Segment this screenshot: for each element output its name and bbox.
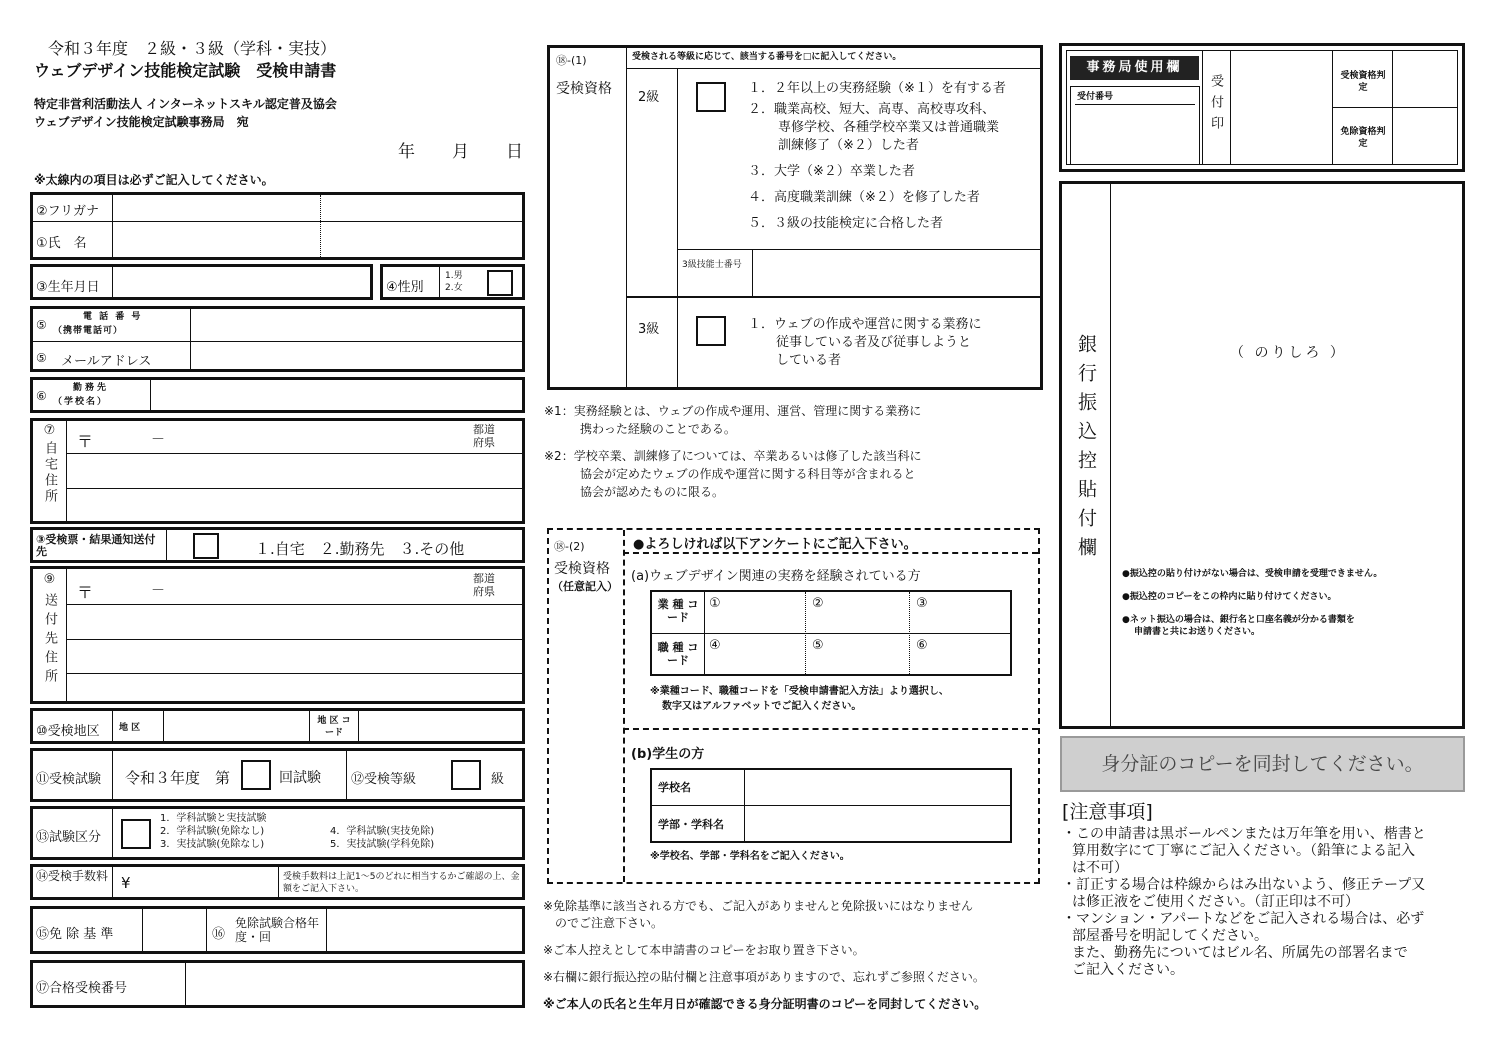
- bank-label: 銀行振込控貼付欄: [1075, 334, 1097, 566]
- school-table: [650, 768, 1012, 843]
- name-label: ①氏 名: [36, 236, 87, 251]
- exempt-label: ⑮免 除 基 準: [36, 927, 114, 942]
- survey-a-title: (a)ウェブデザイン関連の実務を経験されている方: [631, 569, 921, 584]
- grade2-item-4: ４．高度職業訓練（※２）を修了した者: [748, 190, 980, 205]
- fee-input[interactable]: [139, 867, 275, 897]
- qual-note2: [544, 447, 921, 501]
- id-copy-banner: 身分証のコピーを同封してください。: [1060, 736, 1465, 792]
- job-code-2[interactable]: ⑤: [812, 638, 824, 653]
- grade-input[interactable]: [451, 760, 481, 790]
- send-pref-top: 都道: [473, 572, 495, 585]
- phone-label: 電 話 番 号: [83, 312, 143, 322]
- caution-item-3c: また、勤務先についてはビル名、所属先の部署名まで: [1072, 945, 1408, 961]
- qual-num: ⑱-(1): [556, 54, 587, 67]
- pass-block: [30, 960, 525, 1008]
- grade3-item-1: １．ウェブの作成や運営に関する業務に: [748, 317, 982, 332]
- bank-block: [1059, 181, 1465, 729]
- bank-notes: [1122, 568, 1382, 638]
- grade2-item-5: ５．３級の技能検定に合格した者: [748, 216, 944, 231]
- exempt-block: [30, 906, 525, 954]
- exempt-judge-input[interactable]: [1395, 109, 1455, 163]
- work-label: 勤務先: [73, 383, 110, 393]
- qual-note1-line1: ※1：実務経験とは、ウェブの作成や運用、運営、管理に関する業務に: [544, 404, 922, 418]
- fee-yen: ¥: [121, 874, 131, 892]
- exam-label: ⑪受検試験: [36, 772, 102, 787]
- notice-label: ③受検票・結果通知送付先: [36, 533, 156, 558]
- exempt-judge-label: 免除資格判定: [1340, 127, 1386, 149]
- qual-note2-line1: ※2：学校卒業、訓練修了については、卒業あるいは修了した該当科に: [544, 449, 922, 463]
- qual-note1-line2: 携わった経験のことである。: [580, 422, 736, 436]
- work-input[interactable]: [153, 380, 523, 410]
- email-input[interactable]: [193, 343, 523, 371]
- exempt-year-label: 免除試験合格年度・回: [235, 916, 320, 944]
- exempt-year-num: ⑯: [212, 927, 226, 942]
- furigana-input[interactable]: [115, 195, 515, 220]
- required-note: ※太線内の項目は必ずご記入してください。: [34, 173, 274, 187]
- phone-sub: （携帯電話可）: [53, 326, 124, 336]
- category-label: ⑬試験区分: [36, 830, 102, 845]
- school-input[interactable]: [747, 770, 1009, 803]
- gender-block: [380, 264, 525, 300]
- date-year: 年: [398, 142, 415, 162]
- qual-instruction: 受検される等級に応じて、該当する番号を□に記入してください。: [632, 52, 902, 62]
- bank-note-2: ●振込控のコピーをこの枠内に貼り付けてください。: [1122, 592, 1337, 602]
- qual-note1: [544, 402, 921, 438]
- survey-title: ●よろしければ以下アンケートにご記入下さい。: [633, 537, 917, 552]
- caution-list: [1062, 826, 1460, 979]
- industry-label: 業 種 コード: [657, 598, 699, 624]
- grade3-items: [748, 316, 981, 370]
- caution-item-3: ・マンション・アパートなどをご記入される場合は、必ず: [1062, 911, 1425, 927]
- grade2-checkbox[interactable]: [696, 82, 726, 112]
- exam-suffix: 回試験: [279, 770, 321, 786]
- send-pref-bottom: 府県: [473, 585, 495, 598]
- category-block: [30, 806, 525, 860]
- school-label: 学校名: [658, 781, 691, 794]
- exam-block: [30, 748, 525, 802]
- grade3-label: 3級: [638, 322, 660, 337]
- caution-item-1: ・この申請書は黒ボールペンまたは万年筆を用い、楷書と: [1062, 826, 1426, 842]
- qual-note2-line2: 協会が定めたウェブの作成や運営に関する科目等が含まれると: [580, 467, 916, 481]
- code-note-line2: 数字又はアルファベットでご記入ください。: [662, 701, 862, 712]
- caution-item-3d: ご記入ください。: [1072, 962, 1184, 978]
- qual-judge-input[interactable]: [1395, 52, 1455, 105]
- caution-title: [注意事項]: [1062, 801, 1153, 823]
- job-label: 職 種 コード: [657, 641, 699, 667]
- survey-sub: （任意記入）: [552, 580, 618, 593]
- grade2-item-3: ３．大学（※２）卒業した者: [748, 164, 915, 179]
- stamp-label: 受付印: [1208, 74, 1223, 137]
- home-label: ⑦自宅住所: [42, 423, 57, 505]
- footnote-2: ※ご本人控えとして本申請書のコピーをお取り置き下さい。: [543, 943, 865, 957]
- phone-num: ⑤: [36, 318, 47, 332]
- grade3-checkbox[interactable]: [696, 316, 726, 346]
- category-option-4: 4．学科試験(実技免除): [330, 826, 435, 837]
- bank-note-3: ●ネット振込の場合は、銀行名と口座名義が分かる書類を: [1122, 615, 1355, 625]
- footnote-1b: のでご注意下さい。: [555, 916, 664, 930]
- org-name: 特定非営利活動法人 インターネットスキル認定普及協会: [34, 97, 337, 111]
- phone-input[interactable]: [193, 309, 523, 339]
- year-line: 令和３年度 ２級・３級（学科・実技）: [48, 39, 337, 58]
- bank-paste-label: （ のりしろ ）: [1230, 345, 1347, 361]
- code-note: [650, 684, 949, 714]
- category-options-right: [330, 825, 434, 851]
- grade-label: ⑫受検等級: [351, 772, 417, 787]
- grade3-no-label: 3級技能士番号: [682, 260, 742, 270]
- contact-block: [30, 306, 525, 372]
- bank-paste-area[interactable]: [1113, 184, 1463, 564]
- grade2-item-1: １．２年以上の実務経験（※１）を有する者: [748, 81, 1006, 96]
- industry-code-1[interactable]: ①: [709, 596, 721, 611]
- exempt-year-input[interactable]: [329, 909, 521, 951]
- grade2-label: 2級: [638, 90, 660, 105]
- exam-round-input[interactable]: [241, 760, 271, 790]
- work-block: [30, 377, 525, 413]
- footnote-4: ※ご本人の氏名と生年月日が確認できる身分証明書のコピーを同封してください。: [543, 997, 987, 1011]
- school-note: ※学校名、学部・学科名をご記入ください。: [650, 851, 850, 862]
- exam-text: 令和３年度 第: [125, 769, 231, 787]
- home-address-line2[interactable]: [69, 490, 524, 521]
- name-input[interactable]: [115, 223, 515, 257]
- notice-checkbox[interactable]: [193, 533, 219, 559]
- grade3-item-1b: 従事している者及び従事しようと: [776, 335, 972, 350]
- gender-female: 2.女: [445, 283, 463, 293]
- grade3-item-1c: している者: [776, 353, 842, 368]
- send-block: [30, 566, 525, 704]
- category-option-1: 1．学科試験と実技試験: [160, 813, 267, 824]
- email-label: メールアドレス: [61, 354, 152, 369]
- area-sub: 地 区: [119, 723, 141, 733]
- office-block: [1059, 43, 1465, 172]
- footnotes: [543, 898, 986, 1013]
- code-note-line1: ※業種コード、職種コードを「受検申請書記入方法」より選択し、: [650, 686, 949, 697]
- birth-label: ③生年月日: [36, 280, 100, 295]
- grade2-items: [748, 80, 1006, 233]
- job-code-3[interactable]: ⑥: [916, 638, 928, 653]
- survey-block: [547, 528, 1040, 884]
- qual-label: 受検資格: [556, 81, 612, 97]
- form-title: ウェブデザイン技能検定試験 受検申請書: [34, 61, 337, 80]
- school-dept-label: 学部・学科名: [658, 818, 724, 831]
- send-address-line1[interactable]: [69, 606, 524, 637]
- fee-label: ⑭受検手数料: [36, 869, 109, 883]
- work-sub: （学校名）: [53, 397, 109, 407]
- caution-item-2b: は修正液をご使用ください。（訂正印は不可）: [1072, 894, 1359, 910]
- caution-item-1c: は不可）: [1072, 860, 1128, 876]
- category-input[interactable]: [121, 819, 151, 849]
- gender-male: 1.男: [445, 271, 463, 281]
- code-table: [650, 590, 1012, 676]
- school-dept-input[interactable]: [747, 807, 1009, 841]
- home-block: [30, 418, 525, 524]
- category-option-3: 3．実技試験(免除なし): [160, 839, 265, 850]
- bank-note-3b: 申請書と共にお送りください。: [1134, 627, 1261, 637]
- date-day: 日: [506, 142, 523, 162]
- send-postal-dash: －: [151, 583, 165, 599]
- name-block: [30, 192, 525, 260]
- caution-item-3b: 部屋番号を明記してください。: [1072, 928, 1268, 944]
- survey-label: 受検資格: [554, 561, 610, 577]
- category-option-5: 5．実技試験(学科免除): [330, 839, 435, 850]
- area-code-label: 地 区 コード: [317, 716, 351, 738]
- area-input[interactable]: [166, 711, 306, 741]
- pass-input[interactable]: [188, 963, 521, 1005]
- stamp-area[interactable]: [1232, 52, 1332, 163]
- send-address-line3[interactable]: [69, 675, 524, 701]
- furigana-label: ②フリガナ: [36, 204, 100, 219]
- exempt-input[interactable]: [145, 909, 203, 951]
- grade2-item-2: ２．職業高校、短大、高専、高校専攻科、: [748, 102, 996, 117]
- date-month: 月: [452, 142, 469, 162]
- office-title: 事務局使用欄: [1070, 56, 1199, 80]
- pass-label: ⑰合格受検番号: [36, 981, 128, 996]
- gender-label: ④性別: [386, 280, 424, 295]
- survey-num: ⑱-(2): [554, 540, 585, 553]
- work-num: ⑥: [36, 389, 47, 403]
- send-postal-mark: 〒: [77, 583, 94, 602]
- home-pref-top: 都道: [473, 423, 495, 436]
- grade2-item-2b: 専修学校、各種学校卒業又は普通職業: [778, 120, 1000, 135]
- receipt-no-label: 受付番号: [1077, 92, 1114, 102]
- dept-name: ウェブデザイン技能検定試験事務局 宛: [34, 115, 249, 129]
- qual-note2-line3: 協会が認めたものに限る。: [580, 485, 725, 499]
- area-label: ⑩受検地区: [36, 724, 100, 739]
- grade2-item-2c: 訓練修了（※２）した者: [778, 138, 919, 153]
- send-address-line2[interactable]: [69, 641, 524, 671]
- area-code-input[interactable]: [361, 711, 521, 741]
- caution-item-1b: 算用数字にて丁寧にご記入ください。（鉛筆による記入: [1072, 843, 1415, 859]
- send-label: ⑨送付先住所: [42, 572, 57, 688]
- home-pref-bottom: 府県: [473, 436, 495, 449]
- notice-block: [30, 527, 525, 563]
- home-postal-mark: 〒: [77, 432, 94, 451]
- area-block: [30, 708, 525, 744]
- caution-item-2: ・訂正する場合は枠線からはみ出ないよう、修正テープ又: [1062, 877, 1426, 893]
- qual-block: [547, 45, 1043, 390]
- category-option-2: 2．学科試験(免除なし): [160, 826, 265, 837]
- footnote-3: ※右欄に銀行振込控の貼付欄と注意事項がありますので、忘れずご参照ください。: [543, 970, 985, 984]
- bank-note-1: ●振込控の貼り付けがない場合は、受検申請を受理できません。: [1122, 569, 1383, 579]
- footnote-1: ※免除基準に該当される方でも、ご記入がありませんと免除扱いにはなりません: [543, 899, 974, 913]
- birth-input[interactable]: [115, 267, 370, 297]
- industry-code-3[interactable]: ③: [916, 596, 928, 611]
- home-address-line1[interactable]: [69, 455, 524, 486]
- receipt-no-box[interactable]: [1070, 86, 1200, 165]
- fee-note: 受検手数料は上記1〜5のどれに相当するかご確認の上、金額をご記入下さい。: [283, 872, 520, 894]
- category-options-left: [160, 812, 266, 851]
- email-num: ⑤: [36, 351, 47, 365]
- home-postal-dash: －: [151, 432, 165, 448]
- grade3-no-input[interactable]: [755, 251, 1038, 294]
- gender-checkbox[interactable]: [487, 270, 513, 296]
- fee-block: [30, 864, 525, 900]
- birth-block: [30, 264, 373, 300]
- job-code-1[interactable]: ④: [709, 638, 721, 653]
- qual-judge-label: 受検資格判定: [1340, 71, 1386, 93]
- industry-code-2[interactable]: ②: [812, 596, 824, 611]
- survey-b-title: (b)学生の方: [631, 747, 705, 762]
- notice-options: １.自宅 ２.勤務先 ３.その他: [255, 540, 465, 558]
- grade-suffix: 級: [491, 772, 505, 787]
